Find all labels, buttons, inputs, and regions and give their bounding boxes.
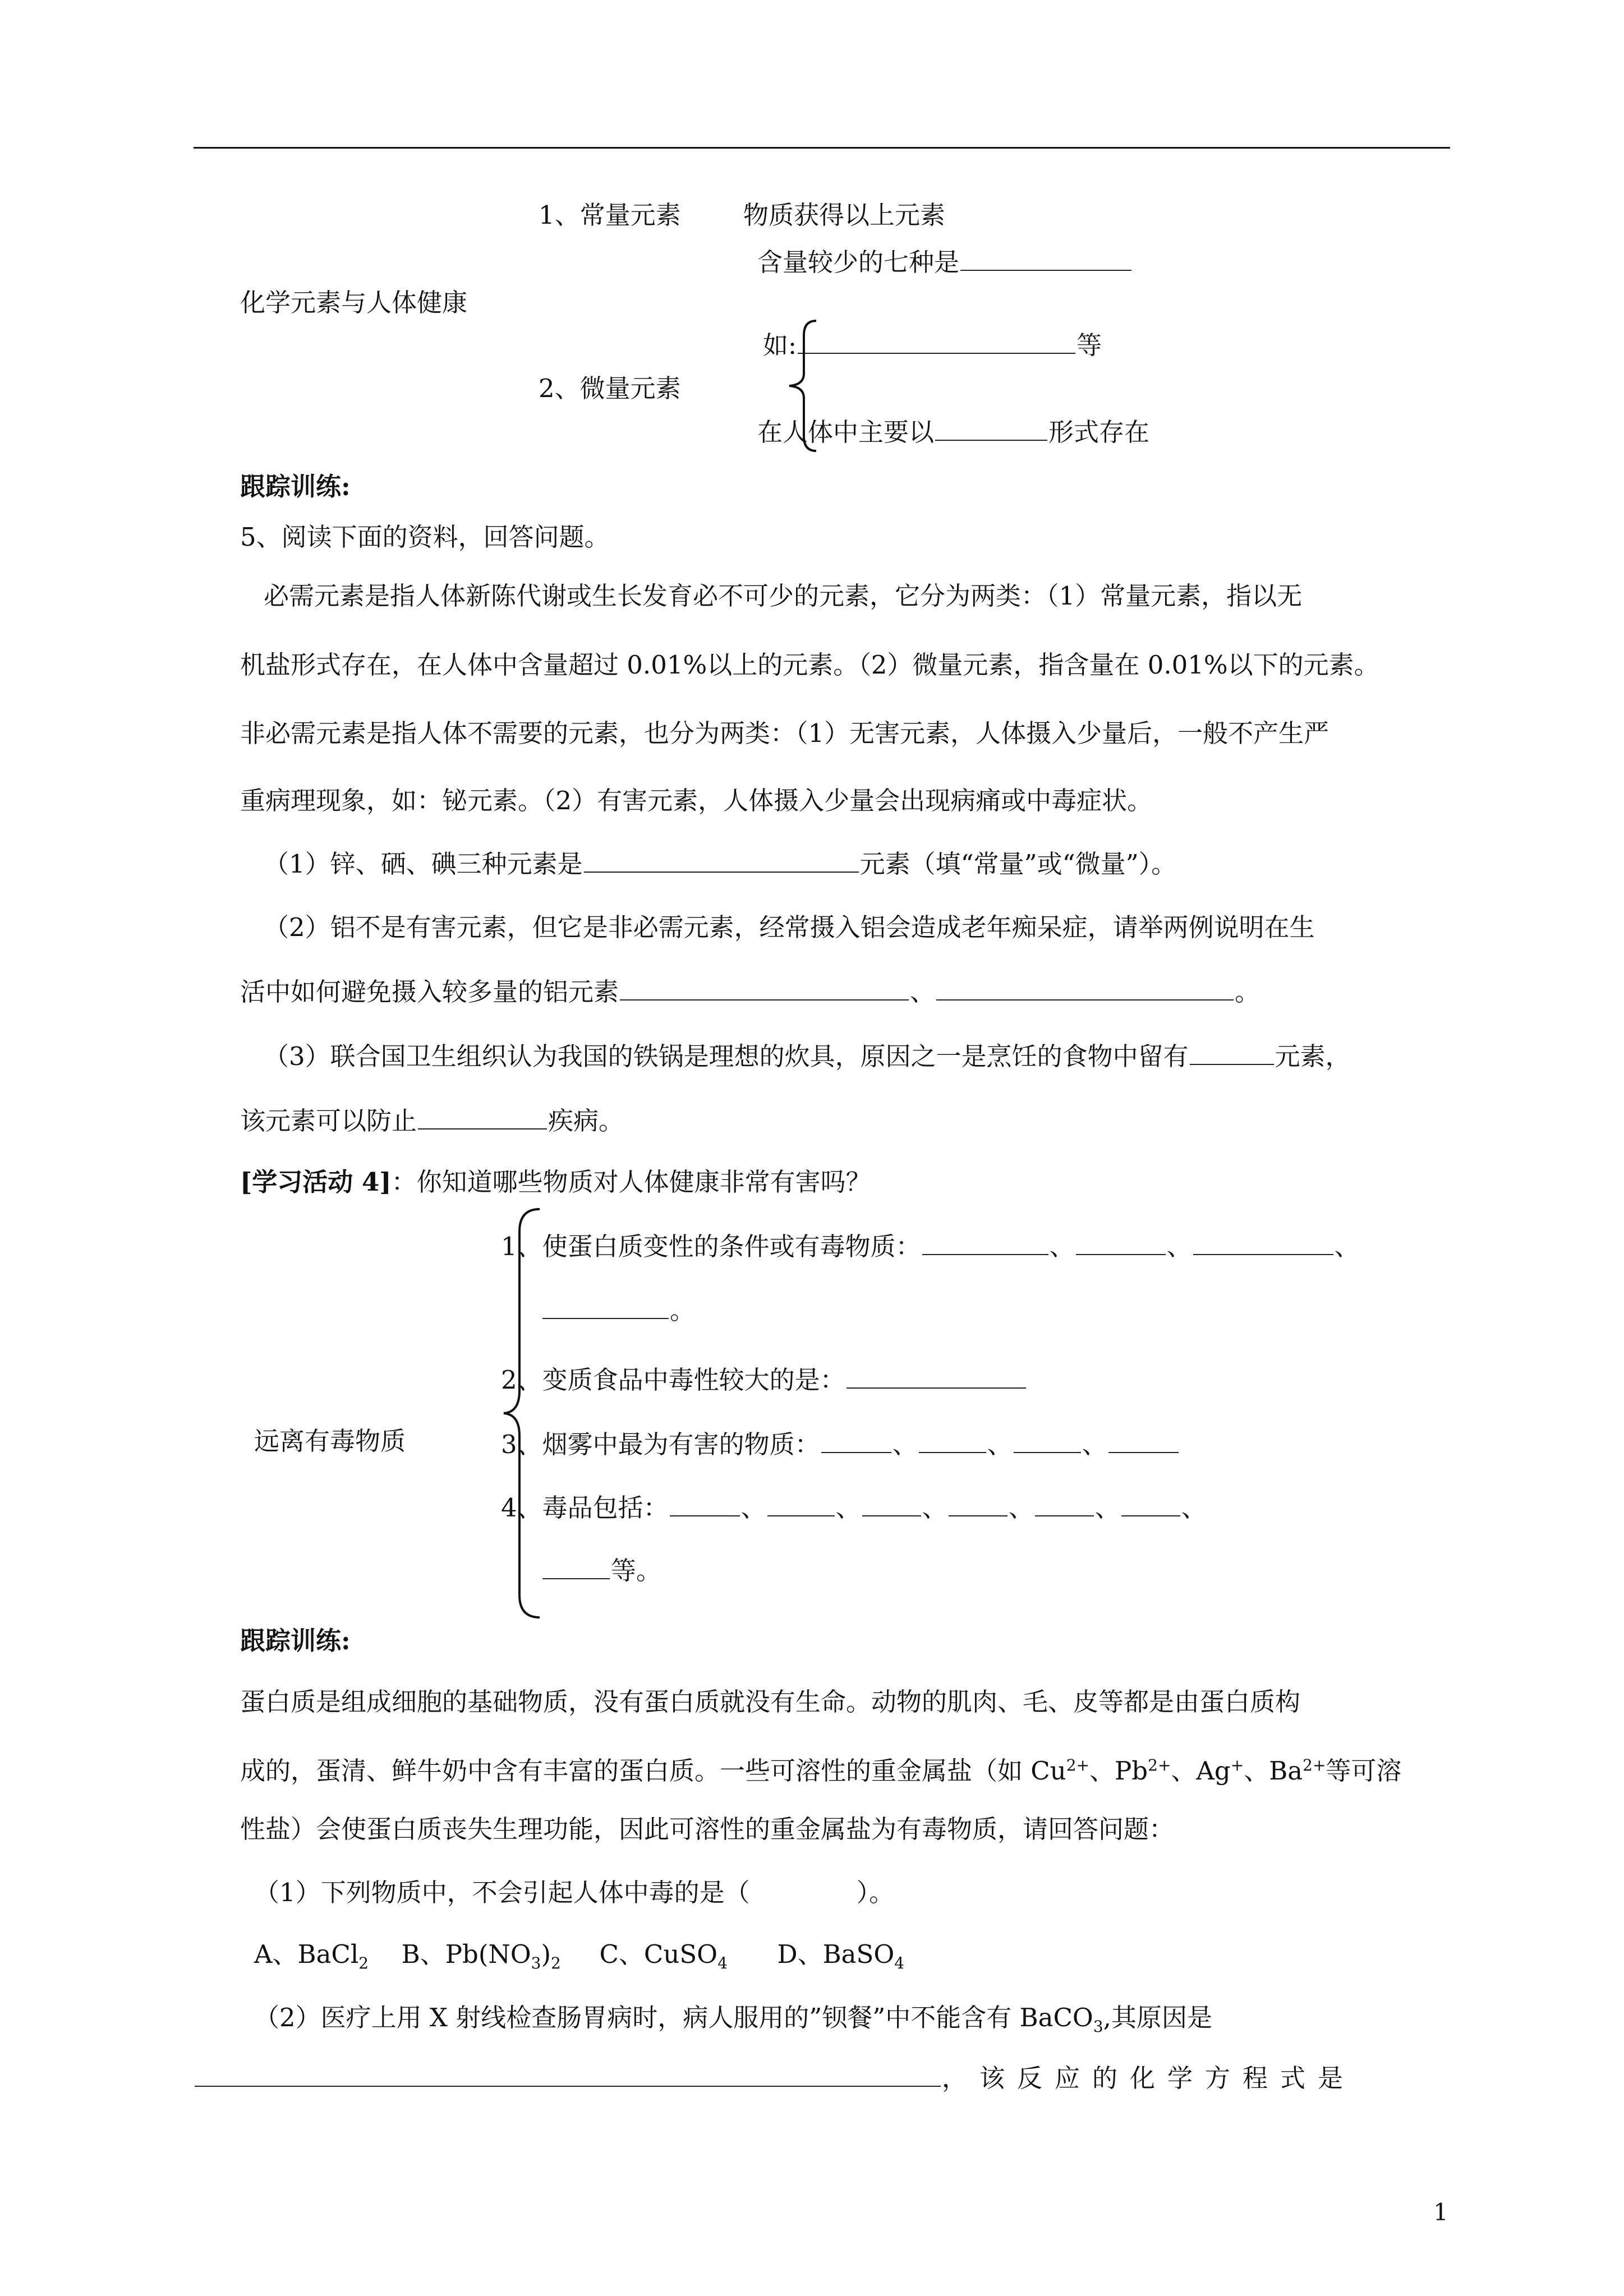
micro-element-label: 2、微量元素 [539,374,681,403]
answer-blank[interactable] [418,1104,547,1129]
answer-blank[interactable] [936,975,1234,1001]
paragraph-line: 必需元素是指人体新陈代谢或生长发育必不可少的元素，它分为两类：（1）常量元素，指以无 [264,581,1303,611]
answer-blank[interactable] [542,1293,669,1319]
answer-blank[interactable] [919,1427,986,1453]
question-title: 5、阅读下面的资料，回答问题。 [240,522,610,552]
answer-blank[interactable] [670,1491,740,1516]
answer-blank[interactable] [1014,1427,1081,1453]
section-heading: 跟踪训练: [240,1626,351,1656]
paragraph-line: 重病理现象，如：铋元素。（2）有害元素，人体摄入少量会出现病痛或中毒症状。 [240,786,1153,815]
micro-example-line: 如: 等 [763,328,1102,362]
answer-blank[interactable] [846,1363,1026,1389]
toxic-substances-title: 远离有毒物质 [254,1426,406,1456]
answer-blank[interactable] [949,1491,1007,1516]
sub-question-1: （1）锌、硒、碘三种元素是 元素（填“常量”或“微量”）。 [264,847,1176,881]
paragraph-line: 机盐形式存在，在人体中含量超过 0.01%以上的元素。（2）微量元素，指含量在 0.01%以下的元素。 [240,650,1379,680]
protein-question-2: （2）医疗上用 X 射线检查肠胃病时，病人服用的”钡餐”中不能含有 BaCO$_3$,其原因是 [254,2003,1212,2036]
answer-blank[interactable] [922,1229,1048,1255]
toxic-item-4: 4、毒品包括： 、 、 、 、 、 、 [501,1491,1207,1525]
micro-form-line: 在人体中主要以 形式存在 [757,415,1149,449]
answer-blank[interactable] [798,328,1075,354]
seven-elements-line: 含量较少的七种是 [757,245,1133,279]
answer-blank[interactable] [1121,1491,1180,1516]
answer-blank[interactable] [1076,1229,1166,1255]
toxic-item-1-cont: 。 [541,1293,695,1327]
answer-blank[interactable] [1193,1229,1333,1255]
protein-question-2-line2: ，该反应的化学方程式是 [194,2061,1355,2095]
curly-brace-icon [783,319,822,453]
option-c[interactable]: C、CuSO$_4$ [599,1939,728,1972]
sub-question-2: （2）铝不是有害元素，但它是非必需元素，经常摄入铝会造成老年痴呆症，请举两例说明在生 [264,912,1315,942]
toxic-item-4-cont: 等。 [541,1553,661,1588]
paragraph-line: 非必需元素是指人体不需要的元素，也分为两类：（1）无害元素，人体摄入少量后，一般不产生严 [240,718,1329,748]
sub-question-2-line2: 活中如何避免摄入较多量的铝元素 、 。 [240,975,1260,1009]
activity-4-line: [学习活动 4]：你知道哪些物质对人体健康非常有害吗？ [240,1167,871,1197]
answer-blank[interactable] [1035,1491,1094,1516]
answer-blank[interactable] [862,1491,921,1516]
page-number: 1 [1433,2198,1448,2226]
toxic-item-1: 1、使蛋白质变性的条件或有毒物质： 、 、 、 [501,1229,1360,1264]
answer-blank[interactable] [542,1553,610,1579]
answer-blank[interactable] [195,2061,941,2087]
answer-blank[interactable] [1108,1427,1179,1453]
answer-blank[interactable] [620,975,909,1001]
header-rule [194,147,1450,149]
paragraph-line: 成的，蛋清、鲜牛奶中含有丰富的蛋白质。一些可溶性的重金属盐（如 $Cu^{2+}$、$Pb^{2+}$、Ag+、$Ba^{2+}$等可溶 [240,1756,1402,1786]
answer-blank[interactable] [1190,1039,1274,1065]
macro-element-label: 1、常量元素 [539,200,681,230]
answer-blank[interactable] [960,245,1131,271]
answer-blank[interactable] [935,415,1047,441]
sub-question-3-line2: 该元素可以防止 疾病。 [240,1104,624,1138]
section-heading: 跟踪训练: [240,472,351,501]
sub-question-3: （3）联合国卫生组织认为我国的铁锅是理想的炊具，原因之一是烹饪的食物中留有 元素， [264,1039,1351,1073]
protein-question-1: （1）下列物质中，不会引起人体中毒的是（ ）。 [254,1878,895,1907]
answer-blank[interactable] [767,1491,835,1516]
topic-title: 化学元素与人体健康 [240,288,468,317]
toxic-item-2: 2、变质食品中毒性较大的是： [501,1363,1027,1397]
answer-blank[interactable] [584,847,859,873]
option-d[interactable]: D、BaSO$_4$ [777,1939,905,1972]
answer-options [254,1938,904,1980]
curly-brace-icon [499,1206,544,1621]
paragraph-line: 蛋白质是组成细胞的基础物质，没有蛋白质就没有生命。动物的肌肉、毛、皮等都是由蛋白质构 [240,1687,1301,1717]
paragraph-line: 性盐）会使蛋白质丧失生理功能，因此可溶性的重金属盐为有毒物质，请回答问题： [240,1814,1175,1844]
answer-blank[interactable] [821,1427,891,1453]
option-a[interactable]: A、BaCl$_2$ [254,1939,369,1972]
option-b[interactable]: B、$Pb(NO_3)_2$ [401,1939,561,1972]
toxic-item-3: 3、烟雾中最为有害的物质： 、 、 、 [501,1427,1180,1461]
macro-element-text: 物质获得以上元素 [743,200,946,230]
